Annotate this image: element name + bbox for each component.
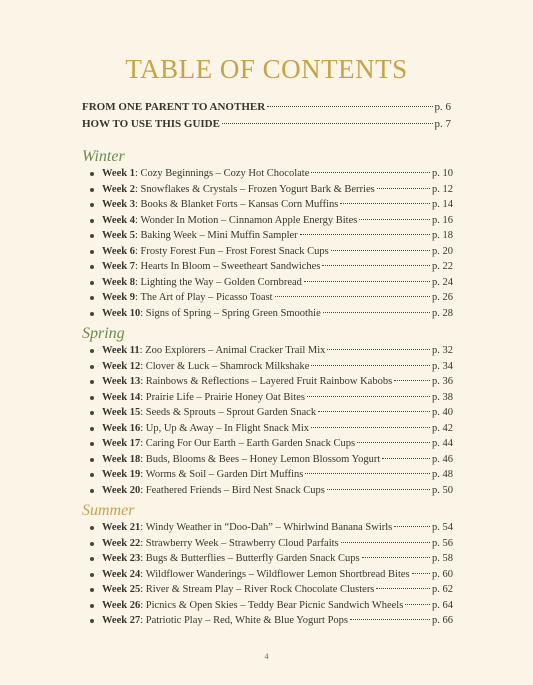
- week-title: Books & Blanket Forts – Kansas Corn Muffins: [140, 199, 339, 210]
- dot-leader: [394, 380, 430, 381]
- week-label: Week 16: [102, 422, 141, 434]
- dot-leader: [275, 296, 430, 297]
- dot-leader: [311, 427, 430, 428]
- week-title: Wildflower Wanderings – Wildflower Lemon Shortbread Bites: [145, 568, 410, 580]
- week-separator: :: [140, 522, 146, 533]
- toc-week-entry[interactable]: [82, 390, 453, 406]
- week-label: Week 9: [102, 292, 135, 303]
- page-ref: p. 66: [432, 615, 453, 626]
- dot-leader: [222, 123, 433, 124]
- intro-label: HOW TO USE THIS GUIDE: [82, 117, 220, 130]
- week-label: Week 20: [102, 484, 141, 496]
- dot-leader: [394, 526, 430, 527]
- week-title: Cozy Beginnings – Cozy Hot Chocolate: [140, 168, 310, 179]
- week-title: Caring For Our Earth – Earth Garden Snack Cups: [145, 438, 356, 449]
- week-separator: :: [140, 584, 146, 595]
- dot-leader: [318, 411, 430, 412]
- week-separator: :: [134, 214, 141, 226]
- week-separator: :: [140, 376, 146, 387]
- week-separator: :: [140, 422, 146, 434]
- toc-week-entry[interactable]: [82, 536, 453, 552]
- dot-leader: [300, 234, 430, 235]
- week-separator: :: [134, 276, 141, 288]
- week-label: Week 5: [102, 230, 135, 241]
- week-title: Up, Up & Away – In Flight Snack Mix: [145, 422, 310, 434]
- page-ref: p. 62: [432, 584, 453, 595]
- page-ref: p. 42: [432, 422, 453, 434]
- week-separator: :: [140, 615, 146, 626]
- week-separator: :: [140, 568, 146, 580]
- page-ref: p. 54: [432, 522, 453, 533]
- intro-label: FROM ONE PARENT TO ANOTHER: [82, 101, 266, 113]
- week-label: Week 8: [102, 276, 135, 288]
- week-title: Windy Weather in “Doo-Dah” – Whirlwind Banana Swirls: [145, 522, 393, 533]
- week-list: [82, 520, 453, 629]
- page-ref: p. 56: [432, 537, 453, 549]
- week-title: Picnics & Open Skies – Teddy Bear Picnic Sandwich Wheels: [145, 599, 404, 611]
- week-title: Signs of Spring – Spring Green Smoothie: [145, 307, 321, 319]
- toc-week-entry[interactable]: [82, 467, 453, 483]
- dot-leader: [376, 588, 430, 589]
- dot-leader: [307, 396, 430, 397]
- dot-leader: [311, 172, 430, 173]
- toc-week-entry[interactable]: [82, 582, 453, 598]
- dot-leader: [322, 265, 430, 266]
- dot-leader: [323, 312, 430, 313]
- week-separator: :: [134, 292, 141, 303]
- week-label: Week 21: [102, 522, 141, 533]
- week-title: Prairie Life – Prairie Honey Oat Bites: [145, 391, 305, 403]
- page-title: TABLE OF CONTENTS: [125, 54, 408, 85]
- section-heading-summer: Summer: [82, 502, 135, 519]
- week-label: Week 13: [102, 376, 141, 387]
- page-ref: p. 36: [432, 376, 453, 387]
- week-title: Feathered Friends – Bird Nest Snack Cups: [145, 484, 325, 496]
- week-title: Seeds & Sprouts – Sprout Garden Snack: [145, 407, 317, 418]
- dot-leader: [350, 619, 430, 620]
- dot-leader: [327, 489, 430, 490]
- week-separator: :: [140, 484, 146, 496]
- week-title: Baking Week – Mini Muffin Sampler: [140, 230, 298, 241]
- toc-week-entry[interactable]: [82, 551, 453, 567]
- week-label: Week 1: [102, 168, 135, 179]
- week-separator: :: [140, 599, 146, 611]
- week-label: Week 23: [102, 553, 141, 564]
- week-separator: :: [134, 199, 141, 210]
- toc-week-entry[interactable]: [82, 306, 453, 322]
- week-separator: :: [140, 407, 146, 418]
- toc-intro-entry[interactable]: [82, 99, 451, 116]
- week-separator: :: [140, 453, 146, 465]
- week-title: The Art of Play – Picasso Toast: [140, 292, 273, 303]
- week-label: Week 12: [102, 360, 141, 372]
- page-ref: p. 60: [432, 568, 453, 580]
- week-title: Strawberry Week – Strawberry Cloud Parfaits: [145, 537, 339, 549]
- dot-leader: [362, 557, 430, 558]
- week-label: Week 7: [102, 261, 135, 272]
- dot-leader: [359, 219, 430, 220]
- page-ref: p. 16: [432, 214, 453, 226]
- season-sections: [82, 147, 453, 629]
- week-label: Week 19: [102, 469, 141, 480]
- intro-list: [82, 99, 451, 132]
- week-label: Week 6: [102, 245, 135, 257]
- page-ref: p. 14: [432, 199, 453, 210]
- toc-week-entry[interactable]: [82, 290, 453, 306]
- page-ref: p. 44: [432, 438, 453, 449]
- week-separator: :: [140, 360, 146, 372]
- week-label: Week 14: [102, 391, 141, 403]
- week-label: Week 3: [102, 199, 135, 210]
- week-separator: :: [134, 168, 141, 179]
- page-ref: p. 38: [432, 391, 453, 403]
- week-separator: :: [134, 245, 141, 257]
- dot-leader: [327, 349, 430, 350]
- dot-leader: [341, 542, 430, 543]
- week-title: Frosty Forest Fun – Frost Forest Snack Cups: [140, 245, 329, 257]
- dot-leader: [357, 442, 430, 443]
- section-heading-spring: Spring: [82, 325, 125, 342]
- dot-leader: [340, 203, 430, 204]
- dot-leader: [304, 281, 430, 282]
- week-label: Week 10: [102, 307, 141, 319]
- page-ref: p. 7: [434, 117, 451, 130]
- week-label: Week 18: [102, 453, 141, 465]
- toc-intro-entry[interactable]: [82, 116, 451, 133]
- week-label: Week 11: [102, 345, 140, 356]
- page-ref: p. 20: [432, 245, 453, 257]
- dot-leader: [305, 473, 430, 474]
- week-label: Week 25: [102, 584, 141, 595]
- dot-leader: [405, 604, 430, 605]
- page-ref: p. 26: [432, 292, 453, 303]
- dot-leader: [331, 250, 430, 251]
- week-list: [82, 166, 453, 321]
- week-title: Patriotic Play – Red, White & Blue Yogurt Pops: [145, 615, 348, 626]
- page-ref: p. 12: [432, 183, 453, 195]
- toc-week-entry[interactable]: [82, 483, 453, 499]
- week-separator: :: [140, 391, 146, 403]
- toc-week-entry[interactable]: [82, 613, 453, 629]
- toc-week-entry[interactable]: [82, 520, 453, 536]
- page-ref: p. 32: [432, 345, 453, 356]
- page-number: 4: [264, 652, 269, 661]
- dot-leader: [412, 573, 430, 574]
- page-ref: p. 48: [432, 469, 453, 480]
- toc-week-entry[interactable]: [82, 359, 453, 375]
- page-ref: p. 22: [432, 261, 453, 272]
- week-title: Zoo Explorers – Animal Cracker Trail Mix: [145, 345, 326, 356]
- dot-leader: [311, 365, 430, 366]
- week-separator: :: [139, 345, 146, 356]
- page-ref: p. 18: [432, 230, 453, 241]
- page-ref: p. 6: [434, 101, 451, 113]
- week-separator: :: [134, 183, 141, 195]
- toc-week-entry[interactable]: [82, 421, 453, 437]
- dot-leader: [267, 106, 432, 107]
- page-ref: p. 40: [432, 407, 453, 418]
- week-label: Week 26: [102, 599, 141, 611]
- toc-week-entry[interactable]: [82, 197, 453, 213]
- toc-week-entry[interactable]: [82, 182, 453, 198]
- toc-week-entry[interactable]: [82, 228, 453, 244]
- toc-week-entry[interactable]: [82, 244, 453, 260]
- page-ref: p. 24: [432, 276, 453, 288]
- dot-leader: [377, 188, 430, 189]
- toc-week-entry[interactable]: [82, 166, 453, 182]
- week-label: Week 24: [102, 568, 141, 580]
- week-separator: :: [140, 537, 146, 549]
- week-list: [82, 343, 453, 498]
- section-heading-winter: Winter: [82, 148, 125, 165]
- week-title: Snowflakes & Crystals – Frozen Yogurt Bark & Berries: [140, 183, 375, 195]
- week-separator: :: [140, 469, 146, 480]
- page-ref: p. 10: [432, 168, 453, 179]
- week-title: Clover & Luck – Shamrock Milkshake: [145, 360, 310, 372]
- week-title: Lighting the Way – Golden Cornbread: [140, 276, 302, 288]
- toc-week-entry[interactable]: [82, 452, 453, 468]
- toc-week-entry[interactable]: [82, 567, 453, 583]
- week-label: Week 15: [102, 407, 141, 418]
- week-title: Wonder In Motion – Cinnamon Apple Energy Bites: [140, 214, 358, 226]
- toc-week-entry[interactable]: [82, 374, 453, 390]
- week-title: Hearts In Bloom – Sweetheart Sandwiches: [140, 261, 321, 272]
- page-ref: p. 58: [432, 553, 453, 564]
- week-separator: :: [134, 230, 141, 241]
- toc-week-entry[interactable]: [82, 598, 453, 614]
- week-separator: :: [134, 261, 141, 272]
- toc-week-entry[interactable]: [82, 405, 453, 421]
- week-separator: :: [140, 553, 146, 564]
- week-label: Week 4: [102, 214, 135, 226]
- page-ref: p. 46: [432, 453, 453, 465]
- week-label: Week 22: [102, 537, 141, 549]
- week-title: Rainbows & Reflections – Layered Fruit Rainbow Kabobs: [145, 376, 393, 387]
- week-title: River & Stream Play – River Rock Chocolate Clusters: [145, 584, 375, 595]
- week-title: Bugs & Butterflies – Butterfly Garden Snack Cups: [145, 553, 360, 564]
- page-ref: p. 50: [432, 484, 453, 496]
- page-ref: p. 28: [432, 307, 453, 319]
- week-label: Week 27: [102, 615, 141, 626]
- toc-week-entry[interactable]: [82, 343, 453, 359]
- dot-leader: [382, 458, 430, 459]
- week-separator: :: [140, 438, 146, 449]
- week-title: Worms & Soil – Garden Dirt Muffins: [145, 469, 304, 480]
- week-label: Week 17: [102, 438, 141, 449]
- toc-week-entry[interactable]: [82, 213, 453, 229]
- week-separator: :: [140, 307, 146, 319]
- page-ref: p. 64: [432, 599, 453, 611]
- toc-week-entry[interactable]: [82, 259, 453, 275]
- week-title: Buds, Blooms & Bees – Honey Lemon Blossom Yogurt: [145, 453, 381, 465]
- week-label: Week 2: [102, 183, 135, 195]
- page-ref: p. 34: [432, 360, 453, 372]
- toc-week-entry[interactable]: [82, 275, 453, 291]
- toc-week-entry[interactable]: [82, 436, 453, 452]
